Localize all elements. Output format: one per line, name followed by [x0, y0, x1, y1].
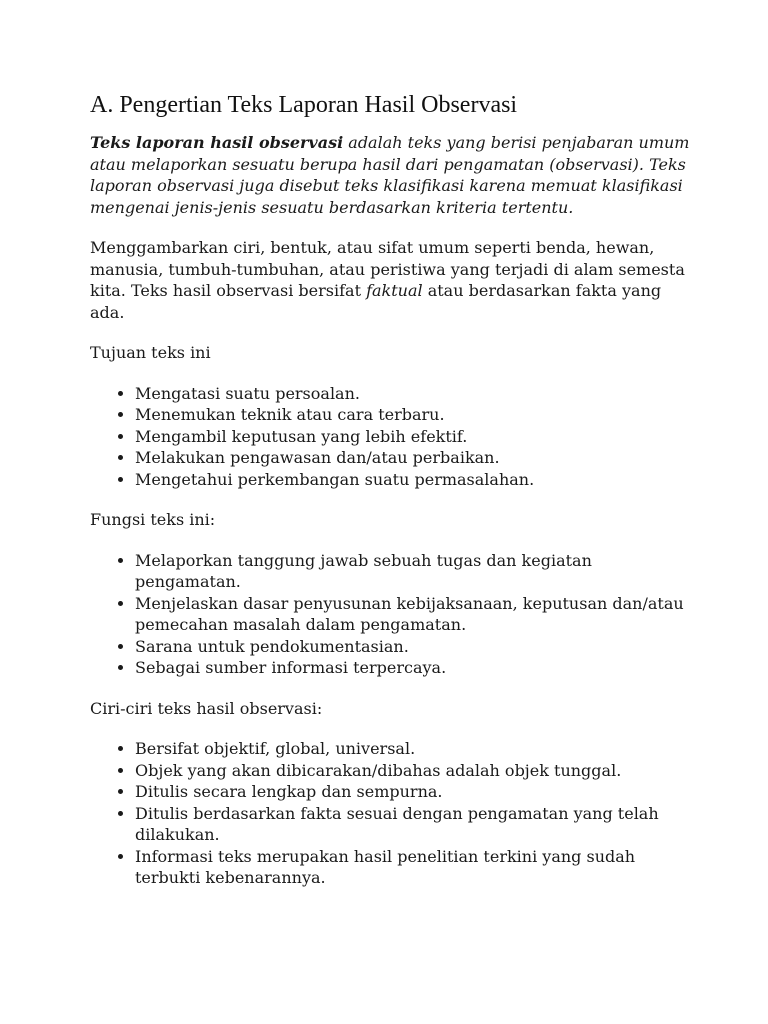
list-item: • Menjelaskan dasar penyusunan kebijaksanaan, keputusan dan/atau pemecahan masalah dalam pengamatan. [135, 593, 690, 636]
list-item: • Menemukan teknik atau cara terbaru. [135, 404, 690, 426]
intro-paragraph [90, 132, 690, 218]
description-text-after: atau berdasarkan fakta yang ada. [90, 281, 662, 322]
description-italic: faktual [366, 281, 423, 300]
description-paragraph [90, 237, 690, 323]
document-page [90, 90, 690, 908]
list-item: • Mengambil keputusan yang lebih efektif. [135, 426, 690, 448]
tujuan-list [90, 383, 690, 491]
description-text-before: Menggambarkan ciri, bentuk, atau sifat umum seperti benda, hewan, manusia, tumbuh-tumbuhan, atau peristiwa yang terjadi di alam semesta kita. Teks hasil observasi bersifat [90, 238, 685, 300]
list-item: • Mengatasi suatu persoalan. [135, 383, 690, 405]
intro-term: Teks laporan hasil observasi [90, 133, 344, 152]
list-item: • Ditulis secara lengkap dan sempurna. [135, 781, 690, 803]
list-item: • Mengetahui perkembangan suatu permasalahan. [135, 469, 690, 491]
list-item: • Ditulis berdasarkan fakta sesuai dengan pengamatan yang telah dilakukan. [135, 803, 690, 846]
list-item: • Melakukan pengawasan dan/atau perbaikan. [135, 447, 690, 469]
list-item: • Melaporkan tanggung jawab sebuah tugas dan kegiatan pengamatan. [135, 550, 690, 593]
fungsi-heading: Fungsi teks ini: [90, 510, 216, 529]
list-item: • Objek yang akan dibicarakan/dibahas adalah objek tunggal. [135, 760, 690, 782]
list-item: • Sebagai sumber informasi terpercaya. [135, 657, 690, 679]
list-item: • Informasi teks merupakan hasil penelitian terkini yang sudah terbukti kebenarannya. [135, 846, 690, 889]
intro-text: adalah teks yang berisi penjabaran umum atau melaporkan sesuatu berupa hasil dari pengamatan (observasi). Teks laporan observasi juga disebut teks klasifikasi karena memuat klasifikasi mengenai jenis-jenis sesuatu berdasarkan kriteria tertentu. [90, 133, 690, 217]
list-item: • Sarana untuk pendokumentasian. [135, 636, 690, 658]
list-item: • Bersifat objektif, global, universal. [135, 738, 690, 760]
page-title: A. Pengertian Teks Laporan Hasil Observasi [90, 92, 518, 118]
ciri-heading: Ciri-ciri teks hasil observasi: [90, 698, 323, 718]
ciri-list [90, 738, 690, 889]
fungsi-list [90, 550, 690, 679]
tujuan-heading: Tujuan teks ini [90, 343, 211, 362]
